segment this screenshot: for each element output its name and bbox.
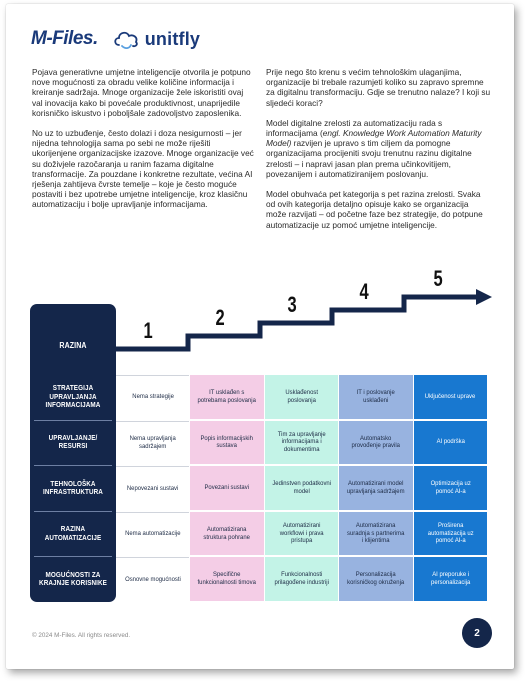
maturity-cell-text: Funkcionalnosti prilagođene industriji	[274, 571, 329, 587]
maturity-cell-text: Tim za upravljanje informacijama i dokumentima	[277, 430, 326, 454]
maturity-cell	[116, 421, 189, 465]
maturity-cell	[339, 421, 412, 465]
maturity-cell-text: Nema automatizacije	[124, 530, 181, 538]
maturity-cell	[265, 375, 338, 419]
maturity-cell-text: Automatizirana struktura pohrane	[203, 525, 251, 541]
maturity-cell	[190, 375, 263, 419]
maturity-cell-text: IT i poslovanje usklađeni	[356, 389, 395, 404]
maturity-cell	[265, 421, 338, 465]
intro-paragraph: No uz to uzbuđenje, često dolazi i doza nesigurnosti – jer nijedna tehnologija sama po sebi ne može riješiti ukorijenjene organizacijske izazove. Mnoge organizacije već su doživjele razočaranja u ranim fazama digitalne transformacije. Za pouzdane i konkretne rezultate, većina AI rješenja zahtijeva čvrste temelje – koje je često moguće postaviti i bez upotrebe umjetne inteligencije, kroz klasičnu automatizaciju i bolje upravljanje informacijama.	[32, 128, 254, 210]
maturity-cell	[116, 375, 189, 419]
maturity-cell	[190, 557, 263, 601]
maturity-cell-text: AI podrška	[436, 438, 465, 446]
model-text: razvijen je upravo s tim ciljem da pomogne organizacijama procijeniti svoju trenutnu razinu digitalne zrelosti – i napravi jasan plan prema učinkovitijem, povezanijem i automatiziranijem poslovanju.	[266, 138, 472, 179]
intro-right-column	[266, 67, 491, 240]
maturity-cell-text: Automatsko provođenje pravila	[351, 434, 401, 450]
mfiles-logo: M-Files.	[31, 28, 98, 49]
row-divider	[34, 511, 112, 512]
maturity-cell	[414, 466, 487, 510]
model-text: Model digitalne zrelosti za automatizaciju rada s informacijama (	[266, 117, 443, 139]
intro-paragraph: Pojava generativne umjetne inteligencije otvorila je potpuno nove mogućnosti za obradu velike količine informacija i kreiranje sadržaja. Mnoge organizacije žele iskoristiti ovaj val inovacija kako bi povećale produktivnost, unaprijedile korisničko iskustvo i poboljšale zadovoljstvo zaposlenika.	[32, 67, 251, 118]
copyright: © 2024 M-Files. All rights reserved.	[32, 632, 131, 639]
unitfly-logo	[112, 28, 200, 50]
intro-left-column	[32, 67, 254, 220]
maturity-cell-text: Specifične funkcionalnosti timova	[197, 571, 257, 587]
razina-label: RAZINA	[59, 340, 87, 350]
maturity-cell	[339, 375, 412, 419]
maturity-cell	[339, 557, 412, 601]
maturity-cell-text: Povezani sustavi	[204, 484, 250, 492]
maturity-cell-text: Nema strategije	[131, 393, 174, 401]
category-label: UPRAVLJANJE/ RESURSI	[48, 433, 98, 451]
maturity-cell-text: Uključenost uprave	[425, 392, 476, 400]
row-divider	[34, 556, 112, 557]
category-label: MOGUĆNOSTI ZA KRAJNJE KORISNIKE	[39, 569, 107, 588]
maturity-cell-text: Personalizacija korisničkog okruženja	[347, 571, 405, 587]
level-number-4: 4	[359, 279, 369, 304]
maturity-cell	[414, 375, 487, 419]
intro-paragraph: Prije nego što krenu s većim tehnološkim ulaganjima, organizacije bi trebale razumjeti koliko su zapravo spremne za digitalnu transformaciju. Gdje se trenutno nalaze? I koji su sljedeći koraci?	[266, 67, 491, 108]
maturity-cell	[339, 512, 412, 556]
maturity-model-table	[30, 266, 492, 602]
level-number-2: 2	[215, 305, 225, 330]
maturity-cell	[265, 466, 338, 510]
maturity-cell-text: Popis informacijskih sustava	[200, 434, 254, 450]
maturity-cell	[116, 512, 189, 556]
maturity-cell-text: Automatizirani model upravljanja sadržajem	[347, 480, 405, 495]
maturity-cell	[116, 557, 189, 601]
maturity-cell	[414, 512, 487, 556]
maturity-cell	[265, 557, 338, 601]
maturity-cell-text: AI preporuke i personalizacija	[430, 571, 470, 587]
maturity-cell-text: Optimizacija uz pomoć AI-a	[430, 480, 471, 495]
maturity-cell-text: Automatizirana suradnja s partnerima i klijentima	[347, 521, 405, 545]
maturity-cell	[339, 466, 412, 510]
maturity-cell	[265, 512, 338, 556]
maturity-cell	[116, 466, 189, 510]
page-number-badge: 2	[462, 618, 492, 648]
unitfly-logo-text: unitfly	[144, 28, 201, 49]
category-label: TEHNOLOŠKA INFRASTRUKTURA	[43, 478, 103, 496]
category-label: STRATEGIJA UPRAVLJANJA INFORMACIJAMA	[45, 383, 101, 409]
maturity-cell-text: Nema upravljanja sadržajem	[129, 435, 176, 450]
progress-arrow	[116, 286, 492, 356]
maturity-cell-text: Proširena automatizacija uz pomoć AI-a	[427, 521, 474, 545]
model-paragraph	[266, 118, 491, 179]
maturity-cell	[190, 466, 263, 510]
maturity-cell-text: Jedinstven podatkovni model	[272, 480, 331, 495]
level-number-5: 5	[433, 266, 443, 291]
category-label: RAZINA AUTOMATIZACIJE	[44, 524, 102, 542]
model-english-name: engl. Knowledge Work Automation Maturity Model)	[266, 128, 482, 149]
maturity-cell-text: Osnovne mogućnosti	[124, 575, 181, 583]
maturity-cell	[414, 557, 487, 601]
maturity-cell-text: Usklađenost poslovanja	[285, 389, 318, 404]
row-divider	[34, 420, 112, 421]
intro-paragraph: Model obuhvaća pet kategorija s pet razina zrelosti. Svaka od ovih kategorija detaljno opisuje kako se organizacija može razvijati – od početne faze bez strategije, do potpune automatizacije uz pomoć umjetne inteligencije.	[266, 189, 483, 230]
cloud-icon	[112, 28, 140, 50]
level-number-3: 3	[287, 292, 297, 317]
header-logos	[31, 26, 200, 52]
level-number-1: 1	[143, 318, 153, 343]
maturity-cell-text: Nepovezani sustavi	[126, 484, 179, 492]
maturity-cell	[190, 512, 263, 556]
maturity-cell-text: Automatizirani workflowi i prava pristupa	[279, 521, 324, 545]
maturity-cell	[190, 421, 263, 465]
maturity-cell-text: IT usklađen s potrebama poslovanja	[197, 389, 257, 404]
maturity-cell	[414, 421, 487, 465]
document-page	[6, 4, 514, 669]
row-divider	[34, 465, 112, 466]
